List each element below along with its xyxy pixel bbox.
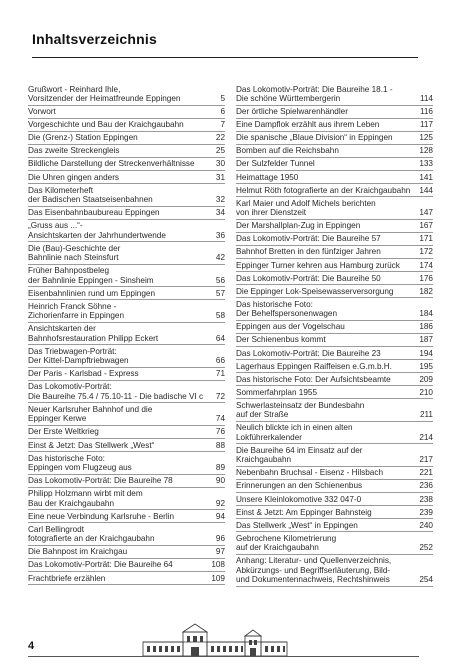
- toc-entry: [28, 171, 225, 184]
- toc-entry-page: 240: [419, 520, 433, 530]
- toc-entry-title: Das Lokomotiv-Porträt: Die Baureihe 50: [236, 273, 381, 283]
- toc-entry-page: 96: [215, 534, 225, 544]
- toc-entry: [28, 439, 225, 452]
- toc-entry: [236, 119, 433, 132]
- toc-entry: [236, 399, 433, 422]
- toc-entry-title: Die Bahnpost im Kraichgau: [28, 547, 128, 557]
- toc-column-right: [236, 83, 433, 587]
- toc-entry: [236, 519, 433, 532]
- toc-entry-title: Der Marshallplan-Zug in Eppingen: [236, 221, 361, 231]
- toc-entry-page: 252: [419, 543, 433, 553]
- toc-entry: [28, 523, 225, 546]
- toc-entry-title: Eppingen aus der Vogelschau: [236, 322, 345, 332]
- toc-entry: [236, 422, 433, 445]
- toc-entry-title: Die spanische „Blaue Division“ in Eppingen: [236, 133, 393, 143]
- toc-entry: [236, 347, 433, 360]
- toc-entry-page: 125: [419, 133, 433, 143]
- footer-rule: [28, 656, 419, 657]
- toc-entry-page: 25: [215, 146, 225, 156]
- toc-entry: [28, 106, 225, 119]
- toc-entry: [236, 373, 433, 386]
- toc-entry-title: Eisenbahnlinien rund um Eppingen: [28, 288, 155, 298]
- toc-entry-page: 92: [215, 498, 225, 508]
- toc-entry: [236, 246, 433, 259]
- toc-entry: [236, 298, 433, 321]
- toc-entry-title: Unsere Kleinlokomotive 332 047-0: [236, 494, 362, 504]
- toc-entry-title: Das Stellwerk „West“ in Eppingen: [236, 520, 358, 530]
- title-rule: [32, 57, 418, 58]
- toc-entry-title: Vorwort: [28, 107, 56, 117]
- toc-entry-title: Einst & Jetzt: Das Stellwerk „West“: [28, 440, 155, 450]
- toc-entry-page: 108: [211, 560, 225, 570]
- toc-entry-page: 182: [419, 286, 433, 296]
- toc-entry-title: Das Eisenbahnbaubureau Eppingen: [28, 208, 160, 218]
- toc-entry-page: 94: [215, 511, 225, 521]
- toc-entry-title: Der Paris - Karlsbad - Express: [28, 369, 139, 379]
- toc-entry-title: Grußwort - Reinhard Ihle, Vorsitzender der Heimatfreunde Eppingen: [28, 84, 181, 103]
- toc-entry: [236, 171, 433, 184]
- toc-entry-title: Der Erste Weltkrieg: [28, 427, 99, 437]
- toc-entry: [28, 158, 225, 171]
- toc-entry: [28, 287, 225, 300]
- toc-entry-page: 187: [419, 335, 433, 345]
- toc-entry-page: 239: [419, 507, 433, 517]
- toc-entry: [28, 488, 225, 511]
- toc-entry-title: Eppinger Turner kehren aus Hamburg zurück: [236, 260, 400, 270]
- toc-entry: [28, 83, 225, 106]
- toc-entry: [236, 145, 433, 158]
- toc-entry-page: 194: [419, 348, 433, 358]
- toc-entry-page: 184: [419, 309, 433, 319]
- toc-entry-page: 117: [419, 120, 433, 130]
- toc-entry-title: Ansichtskarten der Bahnhofsrestauration Philipp Eckert: [28, 324, 159, 343]
- toc-entry: [236, 132, 433, 145]
- toc-entry-page: 176: [419, 273, 433, 283]
- toc-entry-page: 109: [211, 573, 225, 583]
- toc-entry: [236, 321, 433, 334]
- toc-entry-title: Bildliche Darstellung der Streckenverhältnisse: [28, 159, 195, 169]
- toc-entry: [28, 510, 225, 523]
- toc-entry: [28, 381, 225, 404]
- toc-entry-title: Neuer Karlsruher Bahnhof und die Eppinger Kerwe: [28, 404, 153, 424]
- toc-entry-title: Schwerlasteinsatz der Bundesbahn auf der Straße: [236, 400, 365, 420]
- toc-entry: [236, 285, 433, 298]
- toc-entry: [28, 132, 225, 145]
- toc-entry: [236, 220, 433, 233]
- toc-entry: [28, 323, 225, 346]
- toc-entry-title: Das Lokomotiv-Porträt: Die Baureihe 57: [236, 234, 381, 244]
- toc-entry: [236, 506, 433, 519]
- toc-entry-page: 238: [419, 494, 433, 504]
- toc-entry-page: 211: [419, 410, 433, 420]
- toc-entry-title: Der örtliche Spielwarenhändler: [236, 107, 348, 117]
- toc-entry-page: 88: [215, 440, 225, 450]
- toc-entry: [28, 207, 225, 220]
- toc-entry-title: Philipp Holzmann wirbt mit dem Bau der Kraichgaubahn: [28, 489, 143, 508]
- toc-entry-page: 167: [419, 221, 433, 231]
- toc-entry: [28, 426, 225, 439]
- toc-entry-page: 114: [419, 94, 433, 103]
- toc-column-left: [28, 83, 225, 585]
- toc-entry-page: 90: [215, 476, 225, 486]
- toc-entry-page: 66: [215, 356, 225, 366]
- toc-entry-title: Nebenbahn Bruchsal - Eisenz - Hilsbach: [236, 468, 383, 478]
- toc-entry-title: Heimattage 1950: [236, 172, 299, 182]
- toc-entry-title: Gebrochene Kilometrierung auf der Kraichgaubahn: [236, 533, 337, 553]
- toc-entry-page: 72: [215, 391, 225, 401]
- toc-entry-page: 57: [215, 288, 225, 298]
- toc-entry-page: 214: [419, 432, 433, 442]
- toc-entry-page: 236: [419, 481, 433, 491]
- toc-entry-page: 36: [215, 230, 225, 240]
- toc-entry-page: 42: [215, 253, 225, 263]
- toc-entry-title: Bomben auf die Reichsbahn: [236, 146, 339, 156]
- toc-entry-title: Die (Grenz-) Station Eppingen: [28, 133, 138, 143]
- toc-entry-page: 144: [419, 185, 433, 195]
- toc-entry: [28, 119, 225, 132]
- toc-entry-page: 97: [215, 547, 225, 557]
- toc-entry-page: 7: [220, 120, 225, 130]
- toc-entry-page: 141: [419, 172, 433, 182]
- toc-entry-title: Das historische Foto: Der Behelfspersonenwagen: [236, 299, 338, 319]
- toc-entry-title: Das Lokomotiv-Porträt: Die Baureihe 23: [236, 348, 381, 358]
- toc-entry-title: Bahnhof Bretten in den fünfziger Jahren: [236, 247, 381, 257]
- toc-entry: [28, 475, 225, 488]
- toc-entry-page: 71: [215, 369, 225, 379]
- toc-entry-title: Anhang: Literatur- und Quellenverzeichnis, Abkürzungs- und Begriffserläuterung, Bild- und Dokumentennachweis, Rechtshinweis: [236, 556, 392, 585]
- toc-entry-title: Das Lokomotiv-Porträt: Die Baureihe 75.4 / 75.10-11 - Die badische VI c: [28, 382, 204, 401]
- toc-entry: [28, 546, 225, 559]
- toc-entry-page: 56: [215, 275, 225, 285]
- toc-entry-page: 209: [419, 374, 433, 384]
- toc-entry-title: Das historische Foto: Der Aufsichtsbeamte: [236, 374, 391, 384]
- toc-entry-page: 172: [419, 247, 433, 257]
- toc-entry: [236, 158, 433, 171]
- toc-entry-page: 32: [215, 195, 225, 205]
- toc-entry-title: Carl Bellingrodt fotografierte an der Kraichgaubahn: [28, 524, 155, 544]
- toc-entry: [236, 197, 433, 220]
- toc-entry: [28, 300, 225, 323]
- toc-entry-title: Karl Maier und Adolf Michels berichten von ihrer Dienstzeit: [236, 198, 376, 218]
- toc-entry-title: Erinnerungen an den Schienenbus: [236, 481, 363, 491]
- toc-entry-page: 89: [215, 463, 225, 473]
- station-building-icon: [140, 622, 290, 658]
- toc-entry-title: Das historische Foto: Eppingen vom Flugzeug aus: [28, 453, 132, 473]
- toc-entry: [236, 106, 433, 119]
- toc-entry: [236, 184, 433, 197]
- toc-entry: [28, 220, 225, 243]
- toc-entry-title: Das Lokomotiv-Porträt: Die Baureihe 78: [28, 476, 173, 486]
- toc-entry-page: 221: [419, 468, 433, 478]
- toc-entry: [236, 532, 433, 555]
- toc-entry-title: Vorgeschichte und Bau der Kraichgaubahn: [28, 120, 184, 130]
- toc-entry-page: 147: [419, 208, 433, 218]
- toc-entry-title: Neulich blickte ich in einen alten Lokführerkalender: [236, 423, 353, 442]
- toc-entry: [28, 572, 225, 585]
- toc-entry: [236, 83, 433, 106]
- toc-entry-title: Helmut Röth fotografierte an der Kraichgaubahn: [236, 185, 411, 195]
- toc-entry: [236, 334, 433, 347]
- toc-entry: [28, 345, 225, 368]
- toc-entry: [28, 145, 225, 158]
- toc-entry: [236, 493, 433, 506]
- toc-entry: [28, 452, 225, 475]
- toc-entry: [236, 360, 433, 373]
- toc-entry-title: Die (Bau)-Geschichte der Bahnlinie nach Steinsfurt: [28, 243, 121, 263]
- toc-entry-title: Das Kilometerheft der Badischen Staatseisenbahnen: [28, 185, 153, 205]
- toc-entry-title: Eine neue Verbindung Karlsruhe - Berlin: [28, 511, 175, 521]
- toc-entry: [28, 559, 225, 572]
- toc-entry-title: Das Triebwagen-Porträt: Der Kittel-Dampftriebwagen: [28, 346, 129, 366]
- toc-entry-title: Die Eppinger Lok-Speisewasserversorgung: [236, 286, 394, 296]
- toc-entry: [28, 184, 225, 207]
- toc-entry-page: 58: [215, 311, 225, 321]
- toc-entry-title: Früher Bahnpostbeleg der Bahnlinie Eppingen - Sinsheim: [28, 266, 154, 285]
- toc-entry-title: Die Baureihe 64 im Einsatz auf der Kraichgaubahn: [236, 445, 363, 465]
- toc-entry-title: Der Sulzfelder Tunnel: [236, 159, 315, 169]
- toc-entry-title: Heinrich Franck Söhne - Zichorienfarre in Eppingen: [28, 301, 125, 321]
- toc-entry-title: Frachtbriefe erzählen: [28, 573, 106, 583]
- toc-entry-page: 5: [220, 94, 225, 103]
- toc-entry-title: Das Lokomotiv-Porträt: Die Baureihe 64: [28, 560, 173, 570]
- toc-entry: [236, 480, 433, 493]
- toc-entry-title: Eine Dampflok erzählt aus ihrem Leben: [236, 120, 380, 130]
- toc-entry-title: Der Schienenbus kommt: [236, 335, 326, 345]
- toc-entry-page: 186: [419, 322, 433, 332]
- toc-entry: [236, 444, 433, 467]
- toc-entry-page: 31: [215, 172, 225, 182]
- toc-entry-title: Das Lokomotiv-Porträt: Die Baureihe 18.1 - Die schöne Württembergerin: [236, 84, 393, 103]
- toc-entry-page: 217: [419, 455, 433, 465]
- toc-entry-page: 74: [215, 414, 225, 424]
- toc-entry: [28, 368, 225, 381]
- toc-entry: [28, 403, 225, 426]
- toc-entry-page: 64: [215, 333, 225, 343]
- toc-entry-page: 133: [419, 159, 433, 169]
- toc-entry-title: „Gruss aus ...“- Ansichtskarten der Jahrhundertwende: [28, 221, 166, 240]
- toc-entry: [236, 233, 433, 246]
- page-title: Inhaltsverzeichnis: [32, 31, 157, 47]
- toc-entry-page: 195: [419, 361, 433, 371]
- toc-entry-page: 174: [419, 260, 433, 270]
- toc-entry-title: Lagerhaus Eppingen Raiffeisen e.G.m.b.H.: [236, 361, 392, 371]
- toc-entry-page: 254: [419, 575, 433, 585]
- toc-entry-page: 22: [215, 133, 225, 143]
- toc-entry-page: 30: [215, 159, 225, 169]
- toc-entry: [236, 555, 433, 587]
- toc-entry-page: 76: [215, 427, 225, 437]
- toc-entry: [236, 467, 433, 480]
- toc-entry-page: 6: [220, 107, 225, 117]
- page-number: 4: [28, 640, 35, 652]
- toc-entry: [236, 259, 433, 272]
- toc-entry-page: 171: [419, 234, 433, 244]
- toc-entry: [28, 242, 225, 265]
- toc-entry-title: Einst & Jetzt: Am Eppinger Bahnsteig: [236, 507, 372, 517]
- toc-entry-page: 210: [419, 387, 433, 397]
- toc-entry-page: 34: [215, 208, 225, 218]
- toc-entry-title: Das zweite Streckengleis: [28, 146, 120, 156]
- toc-entry-title: Die Uhren gingen anders: [28, 172, 120, 182]
- toc-entry-page: 116: [419, 107, 433, 117]
- toc-entry: [28, 265, 225, 288]
- toc-entry-page: 128: [419, 146, 433, 156]
- toc-entry: [236, 386, 433, 399]
- toc-entry-title: Sommerfahrplan 1955: [236, 387, 318, 397]
- toc-entry: [236, 272, 433, 285]
